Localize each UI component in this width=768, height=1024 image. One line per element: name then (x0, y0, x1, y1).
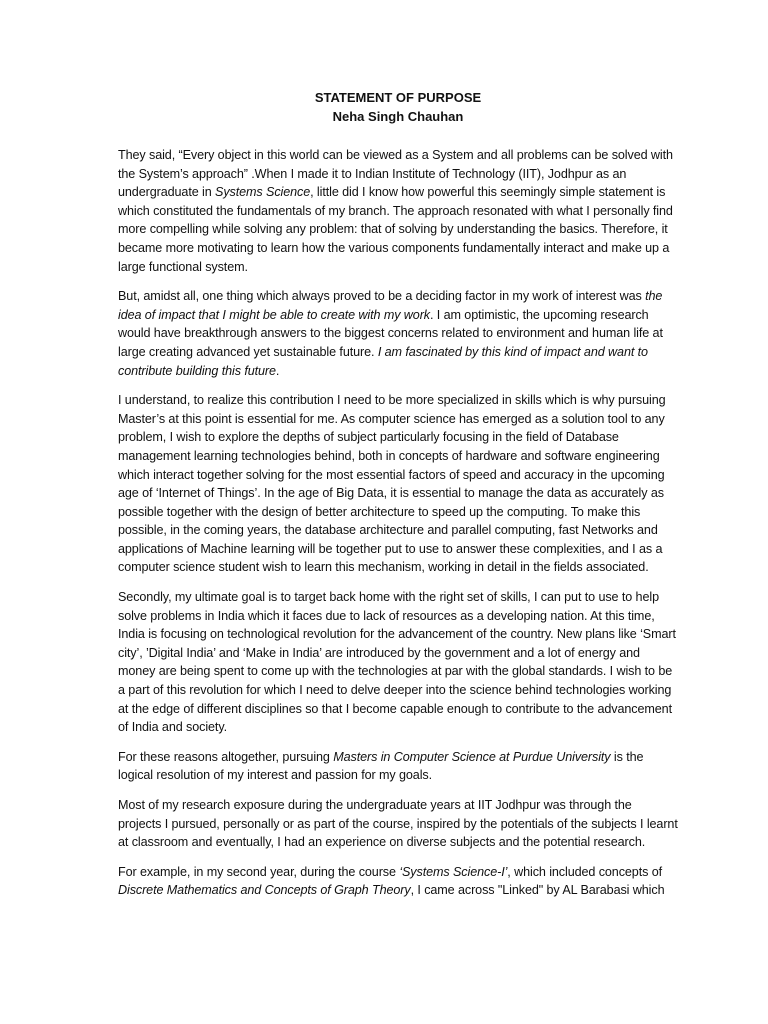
text-run: For these reasons altogether, pursuing (118, 749, 334, 764)
text-run-italic: Systems Science (215, 185, 311, 200)
text-run-italic: ‘Systems Science-I’ (399, 864, 508, 879)
text-run-italic: I am fascinated by this kind of impact and want to contribute building this future (118, 344, 648, 378)
text-run: , which included concepts of (507, 864, 663, 879)
paragraph (118, 796, 678, 852)
text-run: , I came across "Linked" by AL Barabasi which (410, 883, 665, 898)
paragraph (118, 287, 678, 380)
document-title: STATEMENT OF PURPOSE (314, 90, 482, 105)
text-run: . (275, 363, 280, 378)
document-body (118, 88, 678, 900)
text-run: is the logical resolution of my interest and passion for my goals. (118, 749, 644, 783)
paragraph (118, 588, 678, 737)
text-run-italic: the idea of impact that I might be able to create with my work (118, 289, 663, 322)
paragraph (118, 748, 678, 785)
author-name: Neha Singh Chauhan (332, 109, 464, 124)
paragraph (118, 863, 678, 900)
text-run: For example, in my second year, during the course (118, 864, 400, 879)
text-run: They said, “Every object in this world can be viewed as a System and all problems can be solved with the System’s approach” .When I made it to Indian Institute of Technology (IIT), Jodhpur as an undergraduate in (118, 148, 673, 200)
paragraph (118, 391, 678, 577)
text-run: I understand, to realize this contribution I need to be more specialized in skills which is why pursuing Master’s at this point is essential for me. As computer science has emerged as a solution tool to any problem, I wish to explore the depths of subject particularly focusing in the field of Database management learning technologies behind, both in concepts of hardware and software engineering which interact together solving for the most essential factors of speed and accuracy in the upcoming age of ‘Internet of Things’. In the age of Big Data, it is essential to manage the data as accurately as possible together with the design of better architecture to speed up the computing. To make this possible, in the coming years, the database architecture and parallel computing, fast Networks and applications of Machine learning will be together put to use to answer these complexities, and I as a computer science student wish to learn this mechanism, working in detail in the fields associated. (118, 393, 666, 575)
text-run: . I am optimistic, the upcoming research would have breakthrough answers to the biggest concerns related to environment and human life at large creating advanced yet sustainable future. (118, 307, 663, 359)
text-run: Secondly, my ultimate goal is to target back home with the right set of skills, I can put to use to help solve problems in India which it faces due to lack of resources as a developing nation. At this time, India is focusing on technological revolution for the advancement of the country. New plans like ‘Smart city’, ’Digital India’ and ‘Make in India’ are introduced by the government and a lot of energy and money are being spent to come up with the technologies at par with the global standards. I wish to be a part of this revolution for which I need to delve deeper into the science behind technologies working at the edge of different disciplines so that I become capable enough to contribute to the advancement of India and society. (118, 590, 676, 735)
text-run: But, amidst all, one thing which always proved to be a deciding factor in my work of interest was (118, 289, 646, 304)
text-run: Most of my research exposure during the undergraduate years at IIT Jodhpur was through the projects I pursued, personally or as part of the course, inspired by the potentials of the subjects I learnt at classroom and eventually, I had an experience on diverse subjects and the potential research. (118, 798, 678, 850)
text-run: , little did I know how powerful this seemingly simple statement is which constituted the fundamentals of my branch. The approach resonated with what I personally find more compelling while solving any problem: that of solving by understanding the basics. Therefore, it became more motivating to learn how the various components fundamentally interact and make up a large functional system. (118, 185, 673, 274)
text-run-italic: Discrete Mathematics and Concepts of Graph Theory (118, 883, 411, 898)
paragraph (118, 146, 678, 276)
text-run-italic: Masters in Computer Science at Purdue University (333, 749, 611, 764)
